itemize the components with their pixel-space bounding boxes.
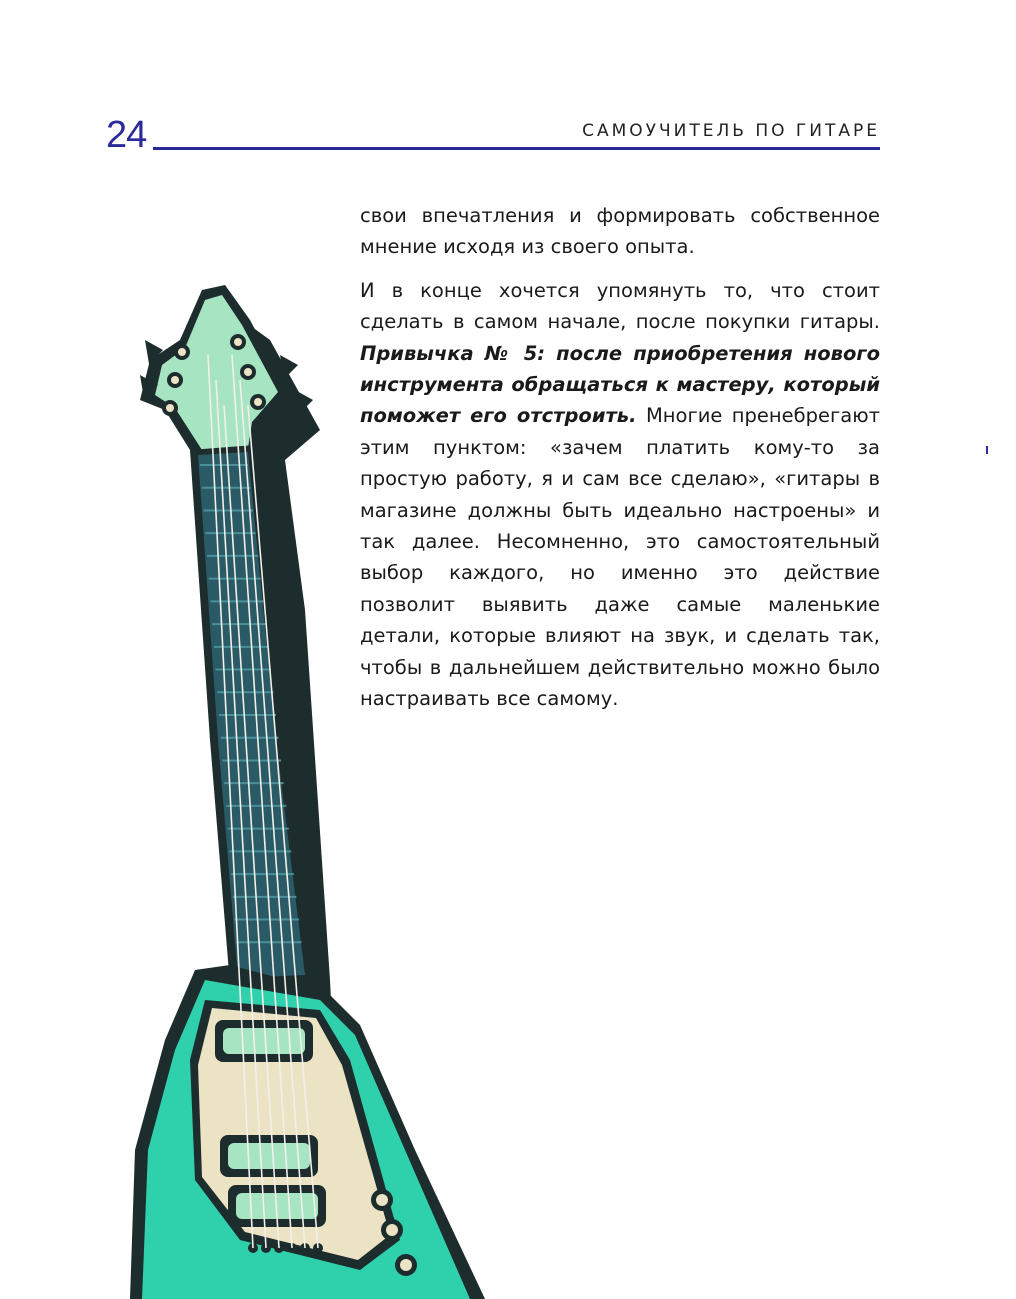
- guitar-body: [130, 965, 485, 1299]
- guitar-tuner-post: [244, 368, 252, 376]
- running-title: САМОУЧИТЕЛЬ ПО ГИТАРЕ: [582, 121, 880, 141]
- paragraph-1: свои впечатления и формировать собственное мнение исходя из своего опыта.: [360, 204, 880, 259]
- paragraph-2-intro: И в конце хочется упомянуть то, что стоит сделать в самом начале, после покупки гитары.: [360, 278, 880, 334]
- guitar-knob-cap: [376, 1194, 388, 1206]
- guitar-tuner-post: [166, 404, 174, 412]
- guitar-tuner-post: [171, 376, 179, 384]
- flying-v-guitar-icon: [120, 280, 500, 1299]
- header-rule: [153, 147, 880, 150]
- guitar-tuner-post: [178, 348, 186, 356]
- guitar-pickup-cover: [223, 1028, 305, 1054]
- guitar-knob-cap: [386, 1224, 398, 1236]
- habit-5-highlight: Привычка № 5: после приобретения нового инструмента обращаться к мастеру, который поможет его отстроить.: [360, 341, 880, 428]
- stray-mark: [986, 446, 988, 454]
- guitar-knob-cap: [400, 1259, 412, 1271]
- page-number: 24: [106, 114, 147, 156]
- guitar-tuner-post: [254, 398, 262, 406]
- guitar-tuner-post: [234, 338, 242, 346]
- paragraph-2-rest: Многие пренебрегают этим пунктом: «зачем платить кому-то за простую работу, я и сам все сделаю», «гитары в магазине должны быть идеально настроены» и так далее. Несомненно, это самостоятельный выбор каждого, но именно это действие позволит выявить даже самые маленькие детали, которые влияют на звук, и сделать так, чтобы в дальнейшем действительно можно было настраивать все самому.: [360, 404, 880, 711]
